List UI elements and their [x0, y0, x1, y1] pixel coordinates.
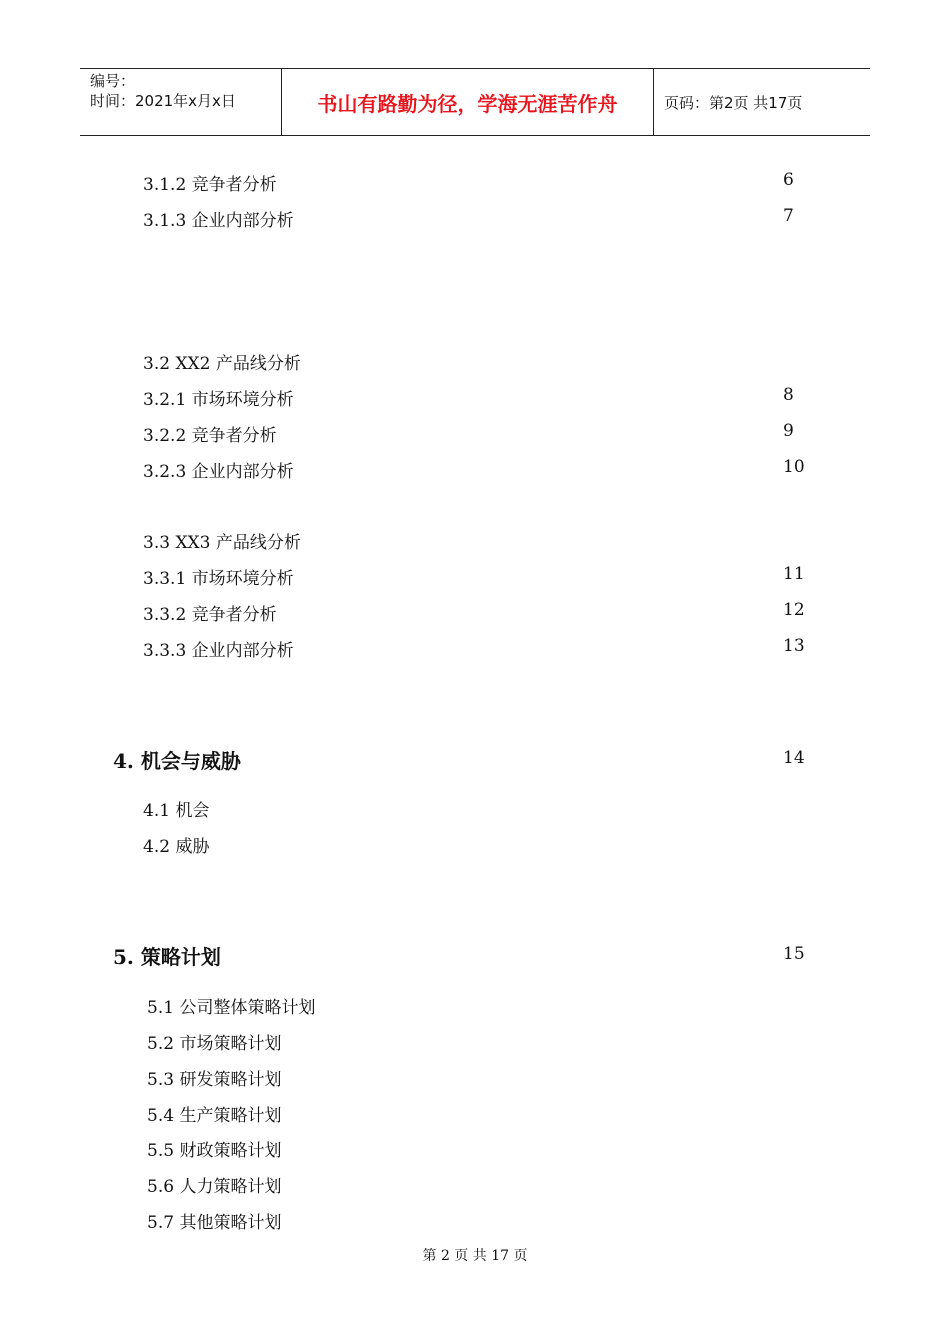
- toc-entry-page: 10: [783, 457, 805, 477]
- toc-entry-label: 5.5 财政策略计划: [147, 1141, 282, 1161]
- toc-entry[interactable]: [0, 385, 950, 415]
- toc-entry-label: 3.2.1 市场环境分析: [143, 390, 294, 410]
- toc-entry[interactable]: [0, 206, 950, 236]
- toc-entry-label: 3.3 XX3 产品线分析: [143, 533, 301, 553]
- footer-page-number: 第 2 页 共 17 页: [422, 1248, 528, 1264]
- toc-entry[interactable]: [0, 1136, 950, 1166]
- page-footer: [0, 1245, 950, 1265]
- toc-entry-page: 6: [783, 170, 794, 190]
- toc-entry-label: 5.6 人力策略计划: [147, 1177, 282, 1197]
- toc-entry[interactable]: [0, 564, 950, 594]
- toc-entry-label: 5.4 生产策略计划: [147, 1106, 282, 1126]
- toc-entry-page: 14: [783, 748, 805, 768]
- toc-chapter-entry[interactable]: [0, 941, 950, 971]
- toc-entry-page: 15: [783, 944, 805, 964]
- header-motto: 书山有路勤为径，学海无涯苦作舟: [317, 91, 618, 116]
- toc-entry[interactable]: [0, 600, 950, 630]
- toc-entry-label: 3.3.1 市场环境分析: [143, 569, 294, 589]
- toc-entry-label: 3.3.3 企业内部分析: [143, 641, 294, 661]
- toc-entry[interactable]: [0, 832, 950, 862]
- toc-entry[interactable]: [0, 457, 950, 487]
- toc-entry[interactable]: [0, 796, 950, 826]
- toc-entry[interactable]: [0, 1065, 950, 1095]
- toc-entry-page: 7: [783, 206, 794, 226]
- toc-entry[interactable]: [0, 636, 950, 666]
- header-page-info: 页码：第2页 共17页: [664, 93, 803, 112]
- toc-entry[interactable]: [0, 1172, 950, 1202]
- toc-entry[interactable]: [0, 528, 950, 558]
- document-number-label: 编号：: [90, 72, 136, 90]
- toc-entry[interactable]: [0, 1101, 950, 1131]
- toc-entry-label: 3.2.3 企业内部分析: [143, 462, 294, 482]
- toc-entry-page: 11: [783, 564, 805, 584]
- toc-entry-page: 8: [783, 385, 794, 405]
- toc-entry-label: 5.2 市场策略计划: [147, 1034, 282, 1054]
- toc-entry[interactable]: [0, 170, 950, 200]
- toc-entry-label: 4.1 机会: [143, 801, 210, 821]
- toc-entry-label: 4.2 威胁: [143, 837, 210, 857]
- toc-entry-label: 5.3 研发策略计划: [147, 1070, 282, 1090]
- toc-entry[interactable]: [0, 349, 950, 379]
- toc-entry-page: 12: [783, 600, 805, 620]
- toc-entry-label: 4. 机会与威胁: [113, 749, 241, 773]
- document-time-label: 时间：2021年x月x日: [90, 92, 236, 110]
- toc-entry-label: 3.1.2 竞争者分析: [143, 175, 277, 195]
- toc-entry[interactable]: [0, 1208, 950, 1238]
- toc-entry[interactable]: [0, 421, 950, 451]
- toc-entry-label: 3.3.2 竞争者分析: [143, 605, 277, 625]
- toc-entry-page: 13: [783, 636, 805, 656]
- toc-entry-label: 3.2.2 竞争者分析: [143, 426, 277, 446]
- toc-entry[interactable]: [0, 993, 950, 1023]
- toc-entry-label: 5. 策略计划: [113, 945, 221, 969]
- toc-entry-label: 3.2 XX2 产品线分析: [143, 354, 301, 374]
- toc-entry-label: 3.1.3 企业内部分析: [143, 211, 294, 231]
- toc-entry-page: 9: [783, 421, 794, 441]
- toc-entry[interactable]: [0, 1029, 950, 1059]
- toc-entry-label: 5.1 公司整体策略计划: [147, 998, 316, 1018]
- toc-chapter-entry[interactable]: [0, 745, 950, 775]
- toc-entry-label: 5.7 其他策略计划: [147, 1213, 282, 1233]
